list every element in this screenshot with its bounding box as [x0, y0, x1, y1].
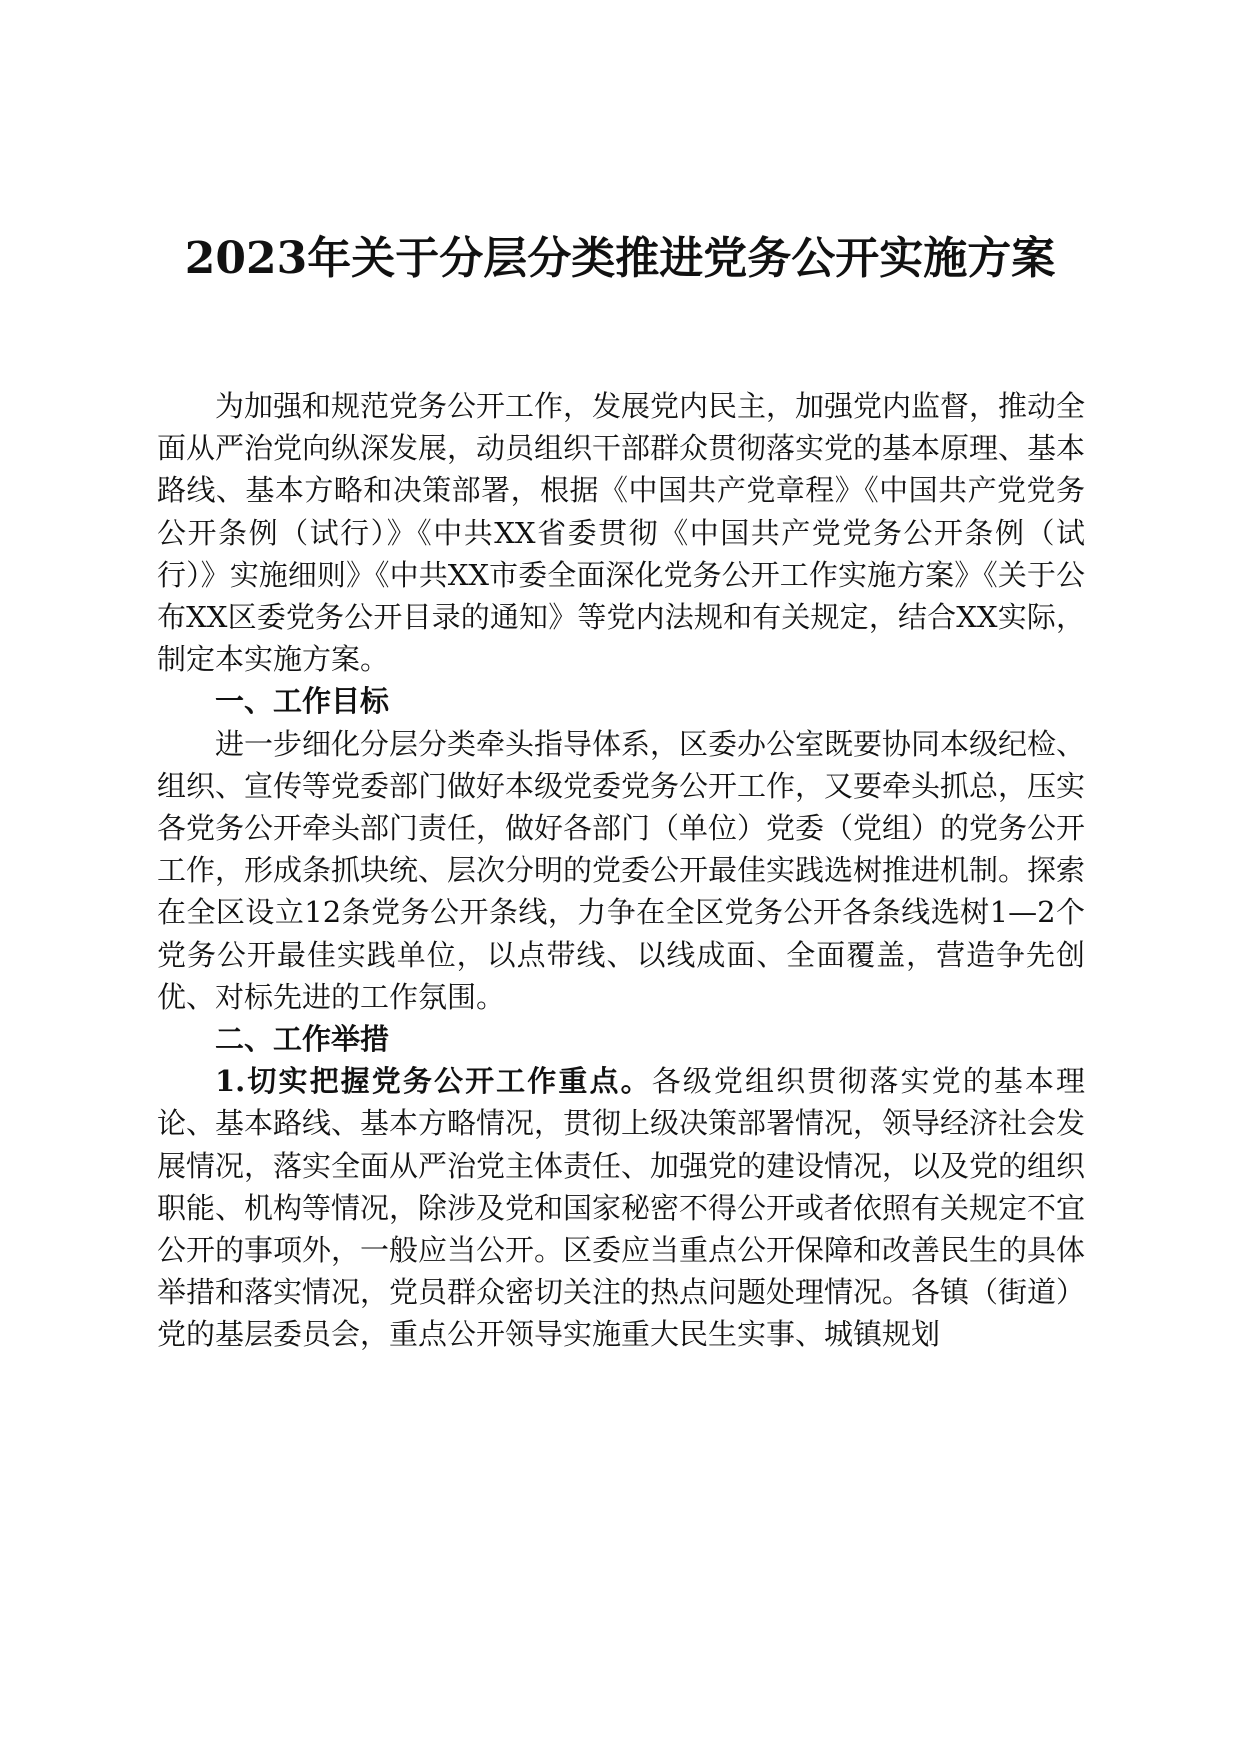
intro-paragraph: 为加强和规范党务公开工作，发展党内民主，加强党内监督，推动全面从严治党向纵深发展，动员组织干部群众贯彻落实党的基本原理、基本路线、基本方略和决策部署，根据《中国共产党章程》《中国共产党党务公开条例（试行）》《中共XX省委贯彻《中国共产党党务公开条例（试行）》实施细则》《中共XX市委全面深化党务公开工作实施方案》《关于公布XX区委党务公开目录的通知》等党内法规和有关规定，结合XX实际，制定本实施方案。 [157, 389, 1086, 677]
measure-item-1-lead: 1.切实把握党务公开工作重点。 [215, 1064, 652, 1099]
goals-paragraph: 进一步细化分层分类牵头指导体系，区委办公室既要协同本级纪检、组织、宣传等党委部门做好本级党委党务公开工作，又要牵头抓总，压实各党务公开牵头部门责任，做好各部门（单位）党委（党组）的党务公开工作，形成条抓块统、层次分明的党委公开最佳实践选树推进机制。探索在全区设立12条党务公开条线，力争在全区党务公开各条线选树1—2个党务公开最佳实践单位，以点带线、以线成面、全面覆盖，营造争先创优、对标先进的工作氛围。 [157, 726, 1086, 1014]
document-title: 2023年关于分层分类推进党务公开实施方案 [184, 233, 1056, 284]
document-body [157, 385, 1085, 1356]
measure-item-1 [157, 1060, 1085, 1355]
section-heading-measures: 二、工作举措 [215, 1022, 390, 1057]
section-heading-goals: 一、工作目标 [215, 684, 390, 719]
measure-item-1-text: 各级党组织贯彻落实党的基本理论、基本路线、基本方略情况，贯彻上级决策部署情况，领导经济社会发展情况，落实全面从严治党主体责任、加强党的建设情况，以及党的组织职能、机构等情况，除涉及党和国家秘密不得公开或者依照有关规定不宜公开的事项外，一般应当公开。区委应当重点公开保障和改善民生的具体举措和落实情况，党员群众密切关注的热点问题处理情况。各镇（街道）党的基层委员会，重点公开领导实施重大民生实事、城镇规划 [157, 1064, 1086, 1352]
